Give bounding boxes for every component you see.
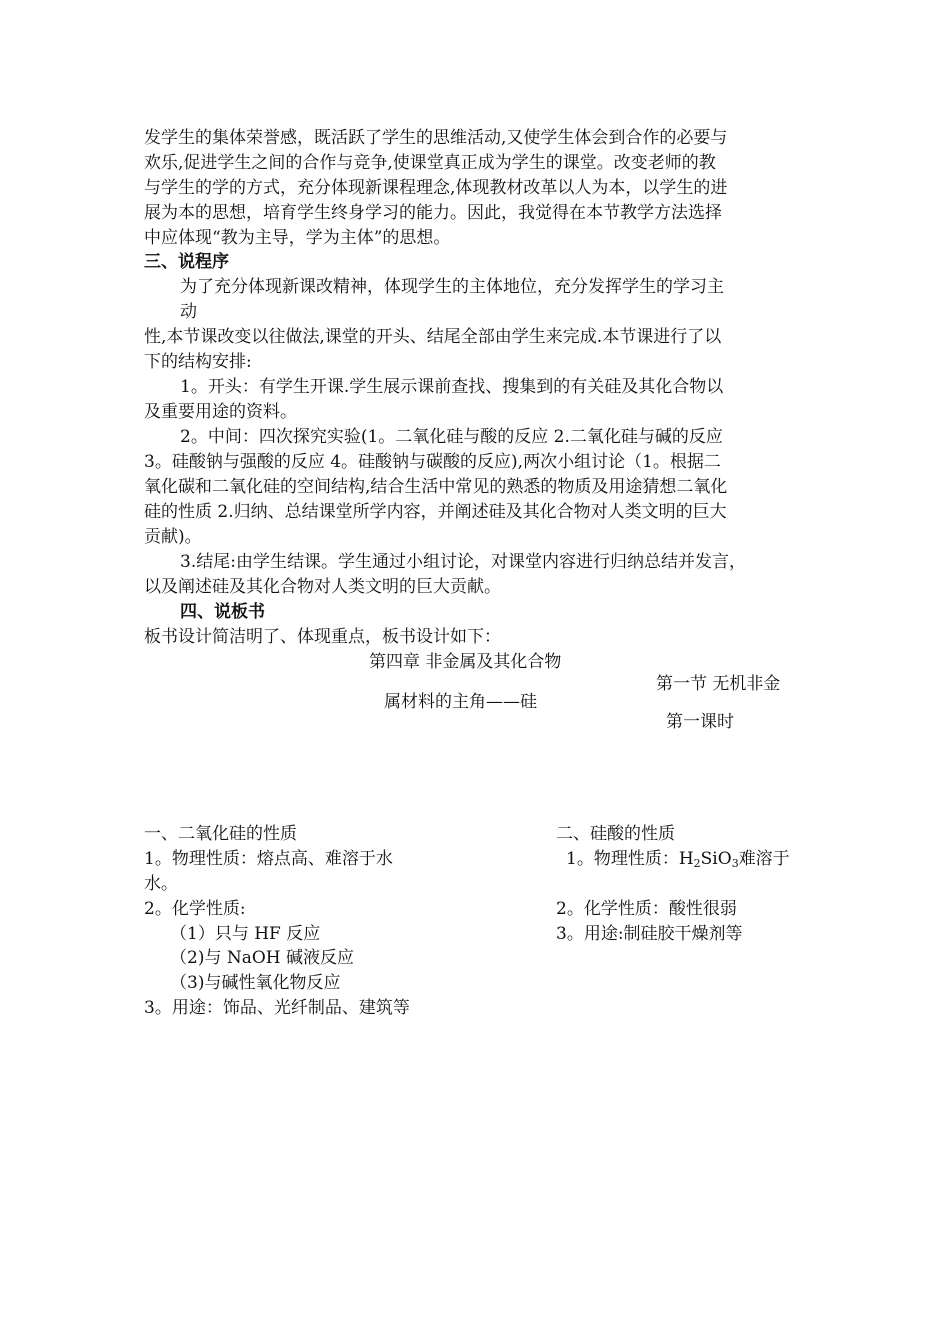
board-left-physical: 1。物理性质：熔点高、难溶于水 <box>144 849 393 869</box>
board-right-physical-sub2: 3 <box>731 857 739 870</box>
section3-item2-line-1: 2。中间：四次探究实验(1。二氧化硅与酸的反应 2.二氧化硅与碱的反应 <box>180 427 723 447</box>
section3-para-line-1: 为了充分体现新课改精神，体现学生的主体地位，充分发挥学生的学习主 <box>180 277 724 297</box>
board-right-physical <box>566 847 790 876</box>
section3-heading: 三、说程序 <box>144 252 229 272</box>
board-left-title: 一、二氧化硅的性质 <box>144 824 297 844</box>
board-right-use: 3。用途:制硅胶干燥剂等 <box>556 924 743 944</box>
board-left-chemical-1: （1）只与 HF 反应 <box>170 924 321 944</box>
intro-line-4: 展为本的思想，培育学生终身学习的能力。因此，我觉得在本节教学方法选择 <box>144 203 722 223</box>
section4-heading: 四、说板书 <box>180 602 265 622</box>
board-left-chemical-3: （3)与碱性氧化物反应 <box>170 973 341 993</box>
board-left-chemical: 2。化学性质: <box>144 899 246 919</box>
board-left-chemical-2: （2)与 NaOH 碱液反应 <box>170 948 355 968</box>
board-section-title-part2: 属材料的主角——硅 <box>384 692 537 712</box>
section3-item3-line-2: 以及阐述硅及其化合物对人类文明的巨大贡献。 <box>144 577 501 597</box>
board-right-physical-mid: SiO <box>700 849 732 869</box>
section3-item2-line-4: 硅的性质 2.归纳、总结课堂所学内容，并阐述硅及其化合物对人类文明的巨大 <box>144 502 727 522</box>
intro-line-1: 发学生的集体荣誉感，既活跃了学生的思维活动,又使学生体会到合作的必要与 <box>144 128 728 148</box>
section3-item2-line-3: 氧化碳和二氧化硅的空间结构,结合生活中常见的熟悉的物质及用途猜想二氧化 <box>144 477 728 497</box>
board-right-title: 二、硅酸的性质 <box>556 824 675 844</box>
board-right-physical-suffix: 难溶于 <box>738 849 790 869</box>
section3-item2-line-5: 贡献)。 <box>144 527 202 547</box>
section3-item2-line-2: 3。硅酸钠与强酸的反应 4。硅酸钠与碳酸的反应),两次小组讨论（1。根据二 <box>144 452 721 472</box>
section3-para-line-4: 下的结构安排: <box>144 352 252 372</box>
intro-line-2: 欢乐,促进学生之间的合作与竞争,使课堂真正成为学生的课堂。改变老师的教 <box>144 153 716 173</box>
intro-line-5: 中应体现“教为主导，学为主体”的思想。 <box>144 228 451 248</box>
section3-para-line-3: 性,本节课改变以往做法,课堂的开头、结尾全部由学生来完成.本节课进行了以 <box>144 327 722 347</box>
section3-item3-line-1: 3.结尾:由学生结课。学生通过小组讨论，对课堂内容进行归纳总结并发言， <box>180 552 746 572</box>
board-right-physical-sub1: 2 <box>693 857 701 870</box>
board-left-use: 3。用途：饰品、光纤制品、建筑等 <box>144 998 410 1018</box>
board-section-title-part1: 第一节 无机非金 <box>656 674 781 694</box>
board-left-physical-cont: 水。 <box>144 874 178 894</box>
section3-item1-line-1: 1。开头：有学生开课.学生展示课前查找、搜集到的有关硅及其化合物以 <box>180 377 724 397</box>
section4-intro: 板书设计简洁明了、体现重点，板书设计如下： <box>144 627 501 647</box>
section3-item1-line-2: 及重要用途的资料。 <box>144 402 297 422</box>
board-lesson-label: 第一课时 <box>666 712 734 732</box>
board-right-chemical: 2。化学性质：酸性很弱 <box>556 899 737 919</box>
board-chapter-title: 第四章 非金属及其化合物 <box>369 652 562 672</box>
intro-line-3: 与学生的学的方式，充分体现新课程理念,体现教材改革以人为本，以学生的进 <box>144 178 728 198</box>
board-right-physical-prefix: 1。物理性质：H <box>566 849 694 869</box>
section3-para-line-2: 动 <box>180 302 197 322</box>
